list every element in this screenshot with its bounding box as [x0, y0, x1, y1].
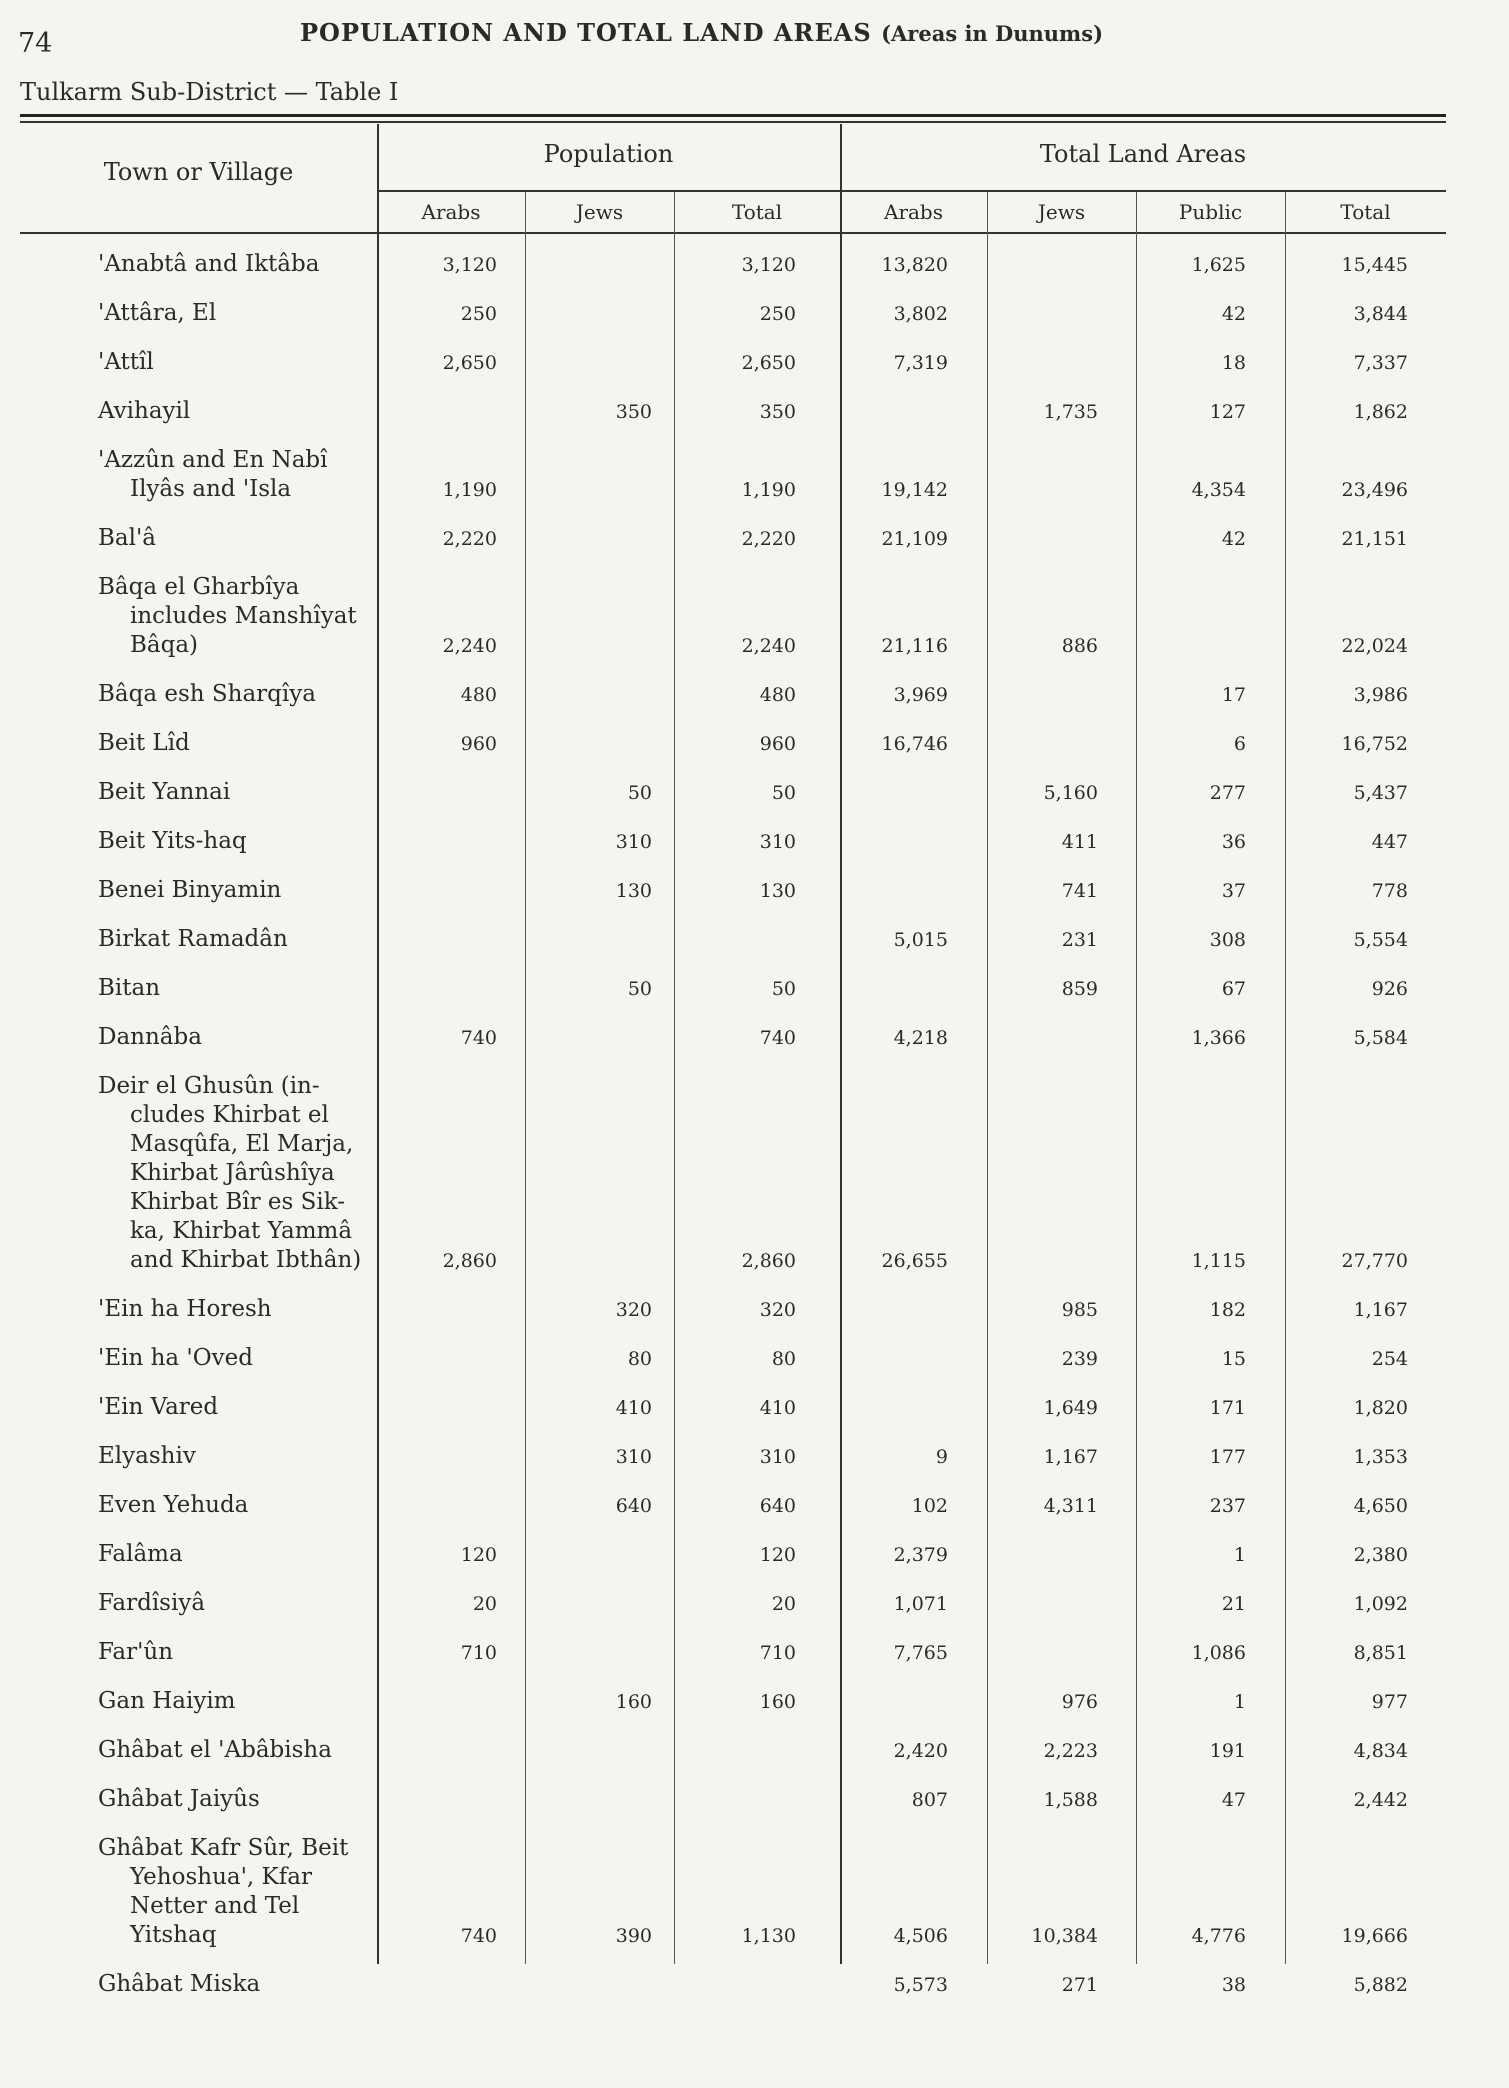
town-name-line: Avihayil [98, 398, 191, 424]
land-public-cell: 1,086 [1191, 1642, 1246, 1664]
land-arabs-cell: 1,071 [893, 1593, 948, 1615]
pop-total-cell: 80 [771, 1348, 796, 1370]
pop-total-cell: 130 [759, 880, 796, 902]
pop-total-cell: 50 [771, 782, 796, 804]
land-public-cell: 1,366 [1191, 1027, 1246, 1049]
town-name [98, 397, 388, 426]
pop-jews-total-divider [674, 192, 675, 1964]
town-name-line: cludes Khirbat el [130, 1102, 329, 1128]
land-arabs-cell: 16,746 [881, 733, 948, 755]
pop-arabs-cell: 960 [460, 733, 497, 755]
pop-jews-cell: 390 [615, 1925, 652, 1947]
land-total-cell: 5,882 [1353, 1974, 1408, 1996]
town-name [98, 524, 388, 553]
pop-arabs-cell: 250 [460, 303, 497, 325]
land-arabs-cell: 807 [911, 1789, 948, 1811]
land-arabs-cell: 21,116 [881, 635, 948, 657]
pop-total-cell: 1,190 [741, 479, 796, 501]
land-arabs-cell: 102 [911, 1495, 948, 1517]
pop-total-cell: 350 [759, 401, 796, 423]
land-total-cell: 2,442 [1353, 1789, 1408, 1811]
land-public-cell: 42 [1221, 528, 1246, 550]
town-name [98, 1023, 388, 1052]
land-jews-cell: 976 [1061, 1691, 1098, 1713]
header-land-areas: Total Land Areas [1039, 140, 1247, 168]
pop-arabs-cell: 3,120 [442, 254, 497, 276]
pop-jews-cell: 310 [615, 1446, 652, 1468]
land-public-cell: 237 [1209, 1495, 1246, 1517]
land-total-cell: 5,554 [1353, 929, 1408, 951]
pop-total-cell: 410 [759, 1397, 796, 1419]
town-name-line: 'Ein Vared [98, 1394, 219, 1420]
land-total-cell: 22,024 [1341, 635, 1408, 657]
town-name [98, 1687, 388, 1716]
land-arabs-cell: 19,142 [881, 479, 948, 501]
town-name [98, 573, 388, 660]
land-public-cell: 1,115 [1191, 1250, 1246, 1272]
header-land-jews: Jews [1037, 200, 1086, 224]
land-arabs-cell: 9 [935, 1446, 948, 1468]
land-public-cell: 37 [1221, 880, 1246, 902]
pop-total-cell: 250 [759, 303, 796, 325]
header-pop-jews: Jews [575, 200, 624, 224]
town-name-line: Ghâbat Miska [98, 1971, 261, 1997]
town-name [98, 1736, 388, 1765]
pop-jews-cell: 350 [615, 401, 652, 423]
land-arabs-cell: 3,969 [893, 684, 948, 706]
town-name-line: Ilyâs and 'Isla [130, 476, 292, 502]
town-name-line: 'Attîl [98, 349, 154, 375]
land-total-cell: 4,650 [1353, 1495, 1408, 1517]
land-arabs-cell: 13,820 [881, 254, 948, 276]
town-name-line: Ghâbat Jaiyûs [98, 1786, 260, 1812]
land-arabs-cell: 5,573 [893, 1974, 948, 1996]
pop-jews-cell: 130 [615, 880, 652, 902]
pop-total-cell: 310 [759, 831, 796, 853]
town-name-line: Fardîsiyâ [98, 1590, 206, 1616]
header-bottom-rule [20, 232, 1446, 234]
pop-jews-cell: 320 [615, 1299, 652, 1321]
land-jews-cell: 4,311 [1043, 1495, 1098, 1517]
pop-total-cell: 640 [759, 1495, 796, 1517]
town-name-line: 'Ein ha 'Oved [98, 1345, 253, 1371]
table-subtitle: Tulkarm Sub-District — Table I [20, 78, 399, 106]
pop-total-cell: 120 [759, 1544, 796, 1566]
land-public-cell: 47 [1221, 1789, 1246, 1811]
town-name-line: Far'ûn [98, 1639, 174, 1665]
town-name-line: Falâma [98, 1541, 183, 1567]
land-total-cell: 4,834 [1353, 1740, 1408, 1762]
town-name [98, 1295, 388, 1324]
land-public-cell: 1,625 [1191, 254, 1246, 276]
land-total-cell: 2,380 [1353, 1544, 1408, 1566]
town-name [98, 974, 388, 1003]
land-public-cell: 182 [1209, 1299, 1246, 1321]
land-arabs-cell: 7,765 [893, 1642, 948, 1664]
town-name [98, 1072, 388, 1275]
header-pop-arabs: Arabs [421, 200, 481, 224]
land-jews-cell: 10,384 [1031, 1925, 1098, 1947]
title-main: POPULATION AND TOTAL LAND AREAS [300, 18, 872, 47]
town-name [98, 680, 388, 709]
land-total-cell: 1,820 [1353, 1397, 1408, 1419]
town-name-line: Bâqa el Gharbîya [98, 574, 300, 600]
town-name-line: and Khirbat Ibthân) [130, 1247, 362, 1273]
town-name-line: Deir el Ghusûn (in- [98, 1073, 320, 1099]
pop-jews-cell: 410 [615, 1397, 652, 1419]
pop-arabs-cell: 2,240 [442, 635, 497, 657]
town-name-line: Benei Binyamin [98, 877, 282, 903]
town-name-line: Yehoshua', Kfar [130, 1864, 312, 1890]
land-public-cell: 36 [1221, 831, 1246, 853]
pop-jews-cell: 310 [615, 831, 652, 853]
land-total-cell: 5,584 [1353, 1027, 1408, 1049]
town-name [98, 1970, 388, 1999]
town-name [98, 925, 388, 954]
town-name-line: Even Yehuda [98, 1492, 249, 1518]
land-arabs-cell: 4,506 [893, 1925, 948, 1947]
land-arabs-cell: 3,802 [893, 303, 948, 325]
town-name [98, 1638, 388, 1667]
land-jews-cell: 239 [1061, 1348, 1098, 1370]
page-title [300, 18, 1103, 47]
land-public-cell: 191 [1209, 1740, 1246, 1762]
land-total-cell: 254 [1371, 1348, 1408, 1370]
pop-total-cell: 2,240 [741, 635, 796, 657]
town-name-line: 'Ein ha Horesh [98, 1296, 272, 1322]
land-jews-cell: 5,160 [1043, 782, 1098, 804]
header-population: Population [543, 140, 674, 168]
top-rule [20, 114, 1446, 117]
land-public-cell: 18 [1221, 352, 1246, 374]
pop-total-cell: 2,220 [741, 528, 796, 550]
land-total-cell: 15,445 [1341, 254, 1408, 276]
town-name-line: Khirbat Bîr es Sik- [130, 1189, 346, 1215]
land-total-cell: 1,862 [1353, 401, 1408, 423]
town-name-line: Masqûfa, El Marja, [130, 1131, 354, 1157]
land-total-cell: 8,851 [1353, 1642, 1408, 1664]
land-total-cell: 926 [1371, 978, 1408, 1000]
pop-arabs-cell: 2,220 [442, 528, 497, 550]
land-jews-cell: 741 [1061, 880, 1098, 902]
town-name-line: 'Attâra, El [98, 300, 217, 326]
land-jews-cell: 411 [1061, 831, 1098, 853]
land-public-cell: 38 [1221, 1974, 1246, 1996]
land-public-cell: 171 [1209, 1397, 1246, 1419]
town-name [98, 250, 388, 279]
land-jews-cell: 859 [1061, 978, 1098, 1000]
town-name-line: Elyashiv [98, 1443, 196, 1469]
land-total-cell: 16,752 [1341, 733, 1408, 755]
land-public-cell: 21 [1221, 1593, 1246, 1615]
town-name [98, 876, 388, 905]
town-name-line: Beit Yannai [98, 779, 231, 805]
town-name-line: Birkat Ramadân [98, 926, 288, 952]
header-land-public: Public [1178, 200, 1243, 224]
pop-jews-cell: 50 [627, 782, 652, 804]
pop-total-cell: 480 [759, 684, 796, 706]
pop-jews-cell: 50 [627, 978, 652, 1000]
pop-jews-cell: 160 [615, 1691, 652, 1713]
town-name-line: 'Anabtâ and Iktâba [98, 251, 320, 277]
pop-arabs-cell: 2,650 [442, 352, 497, 374]
town-name-line: Gan Haiyim [98, 1688, 236, 1714]
land-public-cell: 17 [1221, 684, 1246, 706]
land-jews-cell: 1,735 [1043, 401, 1098, 423]
pop-total-cell: 960 [759, 733, 796, 755]
town-name-line: ka, Khirbat Yammâ [130, 1218, 353, 1244]
pop-arabs-cell: 20 [472, 1593, 497, 1615]
land-public-cell: 1 [1233, 1691, 1246, 1713]
land-public-cell: 177 [1209, 1446, 1246, 1468]
land-total-cell: 7,337 [1353, 352, 1408, 374]
pop-total-cell: 2,860 [741, 1250, 796, 1272]
land-total-cell: 27,770 [1341, 1250, 1408, 1272]
land-total-cell: 23,496 [1341, 479, 1408, 501]
town-name [98, 1785, 388, 1814]
land-arabs-cell: 21,109 [881, 528, 948, 550]
town-name [98, 1834, 388, 1950]
town-name [98, 348, 388, 377]
land-jews-cell: 1,588 [1043, 1789, 1098, 1811]
pop-total-cell: 1,130 [741, 1925, 796, 1947]
land-total-cell: 977 [1371, 1691, 1408, 1713]
pop-jews-cell: 640 [615, 1495, 652, 1517]
page-number: 74 [18, 28, 53, 59]
town-name-line: Bâqa esh Sharqîya [98, 681, 316, 707]
town-name [98, 729, 388, 758]
land-public-cell: 127 [1209, 401, 1246, 423]
land-jews-cell: 231 [1061, 929, 1098, 951]
land-jews-cell: 271 [1061, 1974, 1098, 1996]
land-public-cell: 277 [1209, 782, 1246, 804]
town-name [98, 1491, 388, 1520]
town-name [98, 778, 388, 807]
pop-total-cell: 320 [759, 1299, 796, 1321]
land-total-cell: 5,437 [1353, 782, 1408, 804]
town-name-line: Beit Yits-haq [98, 828, 247, 854]
header-pop-total: Total [731, 200, 783, 224]
pop-total-cell: 160 [759, 1691, 796, 1713]
pop-arabs-cell: 120 [460, 1544, 497, 1566]
land-total-cell: 1,092 [1353, 1593, 1408, 1615]
land-public-cell: 1 [1233, 1544, 1246, 1566]
land-arabs-cell: 4,218 [893, 1027, 948, 1049]
land-total-cell: 3,986 [1353, 684, 1408, 706]
town-name-line: includes Manshîyat [130, 603, 357, 629]
land-public-cell: 308 [1209, 929, 1246, 951]
pop-arabs-cell: 710 [460, 1642, 497, 1664]
pop-total-cell: 20 [771, 1593, 796, 1615]
land-jews-cell: 886 [1061, 635, 1098, 657]
town-name [98, 1344, 388, 1373]
pop-arabs-cell: 740 [460, 1027, 497, 1049]
top-rule-second [20, 121, 1446, 123]
land-public-cell: 42 [1221, 303, 1246, 325]
land-total-cell: 1,167 [1353, 1299, 1408, 1321]
pop-arabs-cell: 740 [460, 1925, 497, 1947]
town-name-line: Khirbat Jârûshîya [130, 1160, 335, 1186]
pop-total-cell: 2,650 [741, 352, 796, 374]
land-jews-cell: 1,649 [1043, 1397, 1098, 1419]
land-arabs-cell: 5,015 [893, 929, 948, 951]
land-jews-cell: 985 [1061, 1299, 1098, 1321]
land-total-cell: 3,844 [1353, 303, 1408, 325]
pop-total-cell: 740 [759, 1027, 796, 1049]
town-name-line: Bitan [98, 975, 161, 1001]
header-land-total: Total [1340, 200, 1391, 224]
land-total-cell: 21,151 [1341, 528, 1408, 550]
town-name [98, 299, 388, 328]
land-arabs-cell: 2,420 [893, 1740, 948, 1762]
town-name [98, 827, 388, 856]
land-public-total-divider [1285, 192, 1286, 1964]
pop-total-cell: 310 [759, 1446, 796, 1468]
town-name-line: Netter and Tel [130, 1893, 300, 1919]
land-arabs-cell: 26,655 [881, 1250, 948, 1272]
header-land-arabs: Arabs [884, 200, 943, 224]
town-name-line: Bâqa) [130, 632, 199, 658]
land-jews-cell: 2,223 [1043, 1740, 1098, 1762]
land-public-cell: 15 [1221, 1348, 1246, 1370]
town-name [98, 1442, 388, 1471]
town-name [98, 1589, 388, 1618]
land-public-cell: 6 [1233, 733, 1246, 755]
pop-jews-cell: 80 [627, 1348, 652, 1370]
land-jews-cell: 1,167 [1043, 1446, 1098, 1468]
town-name-line: Ghâbat el 'Abâbisha [98, 1737, 332, 1763]
land-public-cell: 4,776 [1191, 1925, 1246, 1947]
land-total-cell: 778 [1371, 880, 1408, 902]
town-name [98, 1540, 388, 1569]
town-name-line: 'Azzûn and En Nabî [98, 447, 328, 473]
land-arabs-cell: 7,319 [893, 352, 948, 374]
pop-arabs-jews-divider [525, 192, 526, 1964]
land-total-cell: 447 [1371, 831, 1408, 853]
town-name-line: Ghâbat Kafr Sûr, Beit [98, 1835, 349, 1861]
land-total-cell: 1,353 [1353, 1446, 1408, 1468]
land-total-cell: 19,666 [1341, 1925, 1408, 1947]
pop-arabs-cell: 480 [460, 684, 497, 706]
pop-arabs-cell: 2,860 [442, 1250, 497, 1272]
pop-arabs-cell: 1,190 [442, 479, 497, 501]
land-public-cell: 4,354 [1191, 479, 1246, 501]
header-town: Town or Village [103, 158, 294, 186]
town-name [98, 446, 388, 504]
land-arabs-cell: 2,379 [893, 1544, 948, 1566]
pop-total-cell: 50 [771, 978, 796, 1000]
town-name-line: Yitshaq [130, 1922, 217, 1948]
town-name-line: Dannâba [98, 1024, 202, 1050]
pop-total-cell: 3,120 [741, 254, 796, 276]
town-name-line: Bal'â [98, 525, 157, 551]
town-name-line: Beit Lîd [98, 730, 190, 756]
land-public-cell: 67 [1221, 978, 1246, 1000]
pop-total-cell: 710 [759, 1642, 796, 1664]
town-name [98, 1393, 388, 1422]
title-note: (Areas in Dunums) [881, 21, 1104, 46]
